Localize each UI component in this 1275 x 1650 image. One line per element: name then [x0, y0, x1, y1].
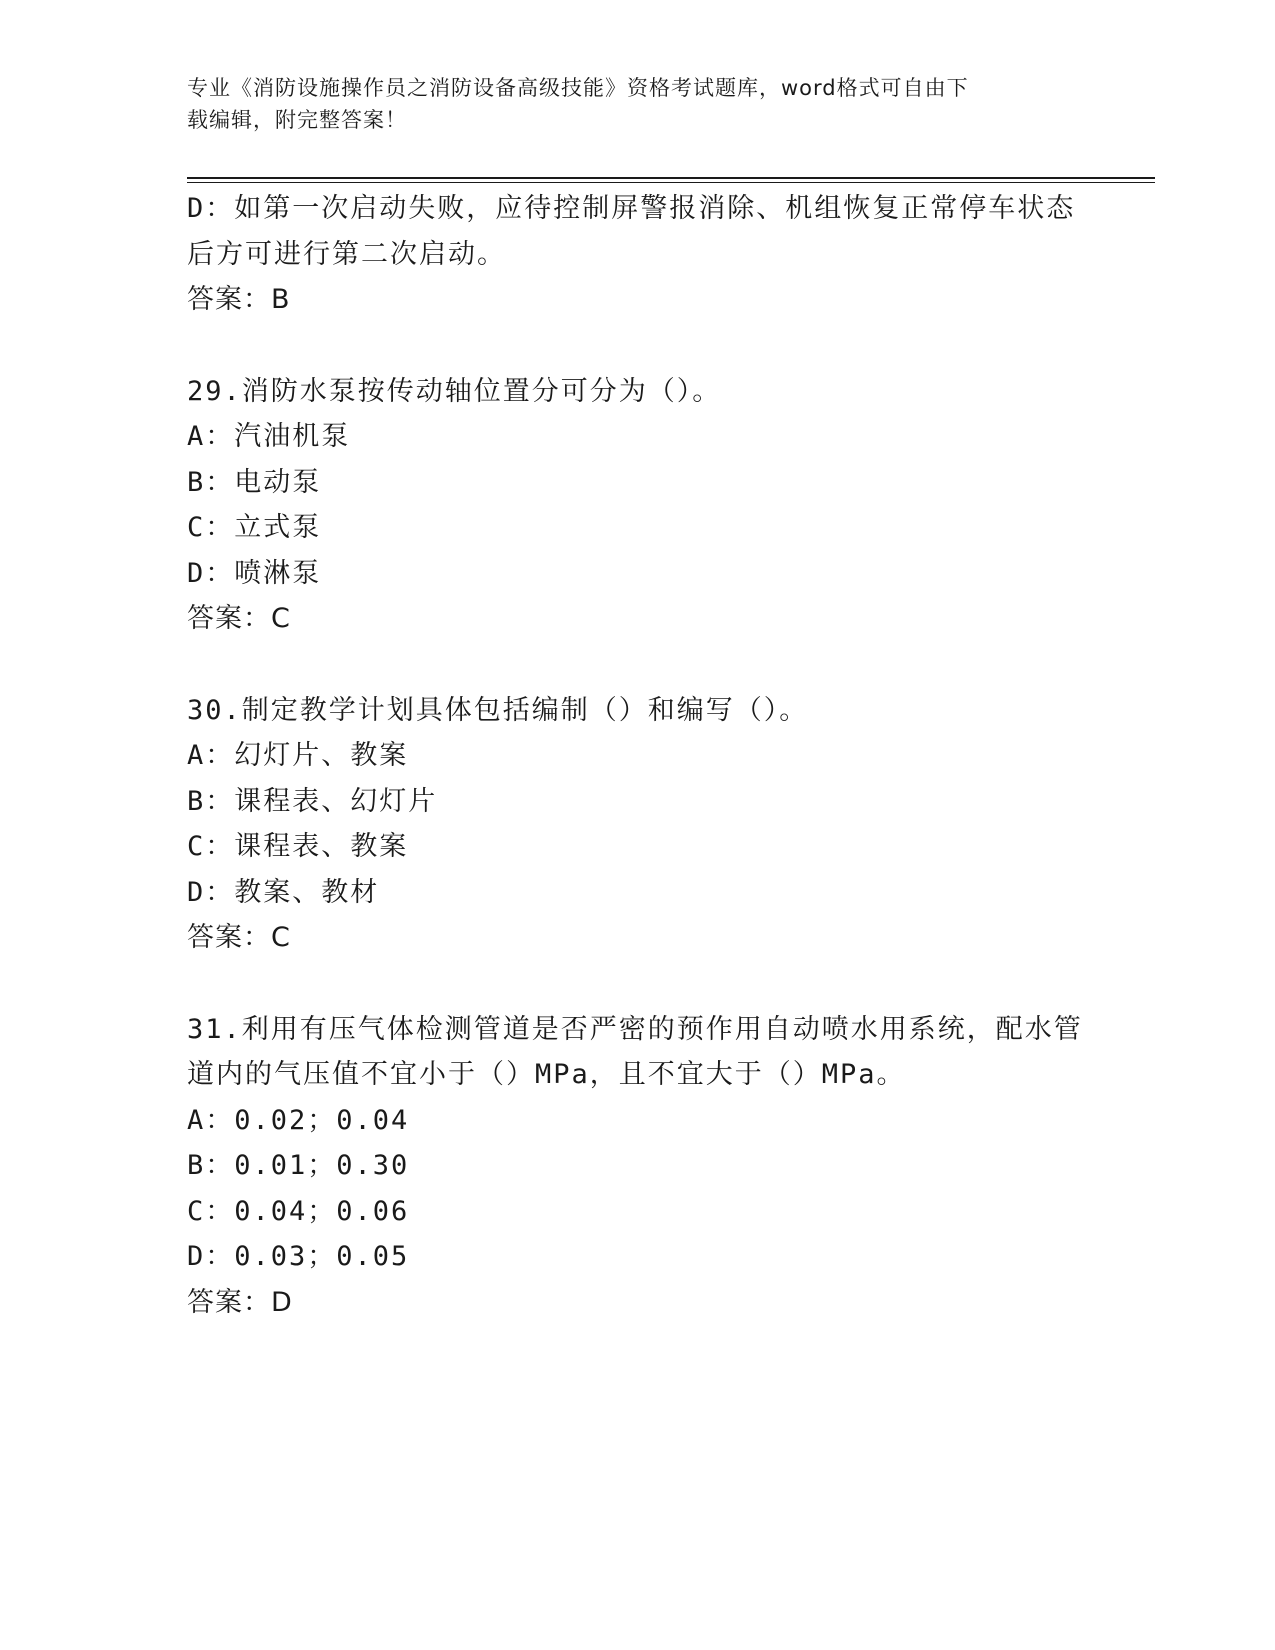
- option-c: C：立式泵: [187, 512, 322, 543]
- option-d-line-1: D：如第一次启动失败，应待控制屏警报消除、机组恢复正常停车状态: [187, 193, 1076, 224]
- header-rule-thick: [187, 177, 1155, 179]
- option-a: A：幻灯片、教案: [187, 740, 409, 771]
- spacer: [187, 961, 1087, 1007]
- answer-line: 答案：D: [187, 1286, 293, 1318]
- document-header: [187, 72, 1067, 136]
- question-30: [187, 688, 1087, 961]
- option-d-line-2: 后方可进行第二次启动。: [187, 238, 506, 270]
- option-c: C：课程表、教案: [187, 831, 409, 862]
- question-28-tail: [187, 186, 1087, 323]
- spacer: [187, 323, 1087, 369]
- question-29: [187, 369, 1087, 642]
- question-stem-line-2: 道内的气压值不宜小于（）MPa，且不宜大于（）MPa。: [187, 1059, 906, 1090]
- option-b: B：电动泵: [187, 466, 322, 498]
- spacer: [187, 642, 1087, 688]
- question-31: [187, 1007, 1087, 1326]
- option-b: B：0.01；0.30: [187, 1150, 410, 1181]
- option-a: A：汽油机泵: [187, 421, 351, 452]
- question-stem: 30.制定教学计划具体包括编制（）和编写（）。: [187, 694, 809, 726]
- answer-line: 答案：C: [187, 922, 291, 953]
- option-a: A：0.02；0.04: [187, 1104, 410, 1136]
- option-d: D：0.03；0.05: [187, 1241, 410, 1272]
- option-c: C：0.04；0.06: [187, 1195, 410, 1227]
- option-d: D：喷淋泵: [187, 557, 322, 589]
- option-b: B：课程表、幻灯片: [187, 785, 438, 817]
- question-list: [187, 186, 1087, 1325]
- question-stem: 29.消防水泵按传动轴位置分可分为（）。: [187, 375, 722, 407]
- header-line-2: 载编辑，附完整答案！: [187, 108, 407, 132]
- header-line-1: 专业《消防设施操作员之消防设备高级技能》资格考试题库，word格式可自由下: [187, 76, 969, 100]
- question-stem-line-1: 31.利用有压气体检测管道是否严密的预作用自动喷水用系统，配水管: [187, 1013, 1083, 1045]
- answer-line: 答案：C: [187, 603, 291, 634]
- answer-line: 答案：B: [187, 284, 291, 315]
- header-rule-thin: [187, 182, 1155, 183]
- option-d: D：教案、教材: [187, 876, 380, 908]
